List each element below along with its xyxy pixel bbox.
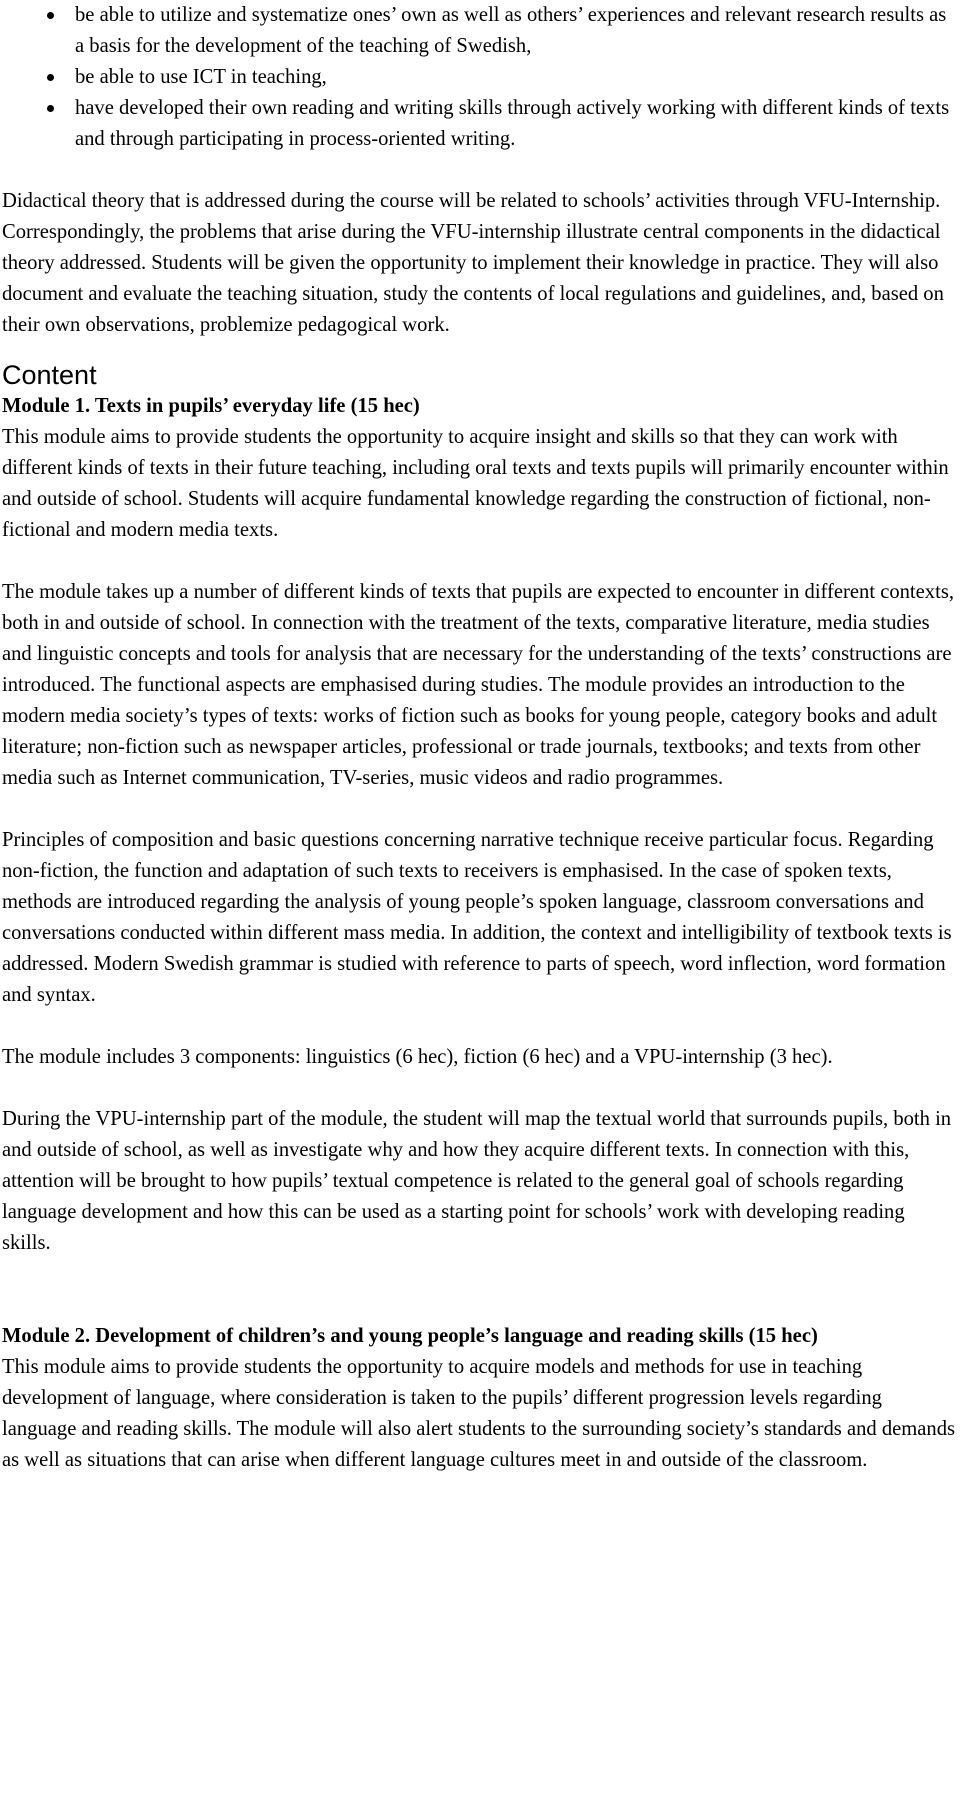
module-1-paragraph: Principles of composition and basic questions concerning narrative technique receive particular focus. Regarding non-fiction, the function and adaptation of such texts to receivers is emphasised. In the case of spoken texts, methods are introduced regarding the analysis of young people’s spoken language, classroom conversations and conversations conducted within different mass media. In addition, the context and intelligibility of textbook texts is addressed. Modern Swedish grammar is studied with reference to parts of speech, word inflection, word formation and syntax. bbox=[2, 829, 952, 1006]
list-item: be able to use ICT in teaching, bbox=[2, 62, 958, 93]
module-2-paragraph: This module aims to provide students the opportunity to acquire models and methods for use in teaching development of language, where consideration is taken to the pupils’ different progression levels regarding language and reading skills. The module will also alert students to the surrounding society’s standards and demands as well as situations that can arise when different language cultures meet in and outside of the classroom. bbox=[2, 1356, 956, 1471]
spacer bbox=[2, 1073, 958, 1104]
spacer bbox=[2, 155, 958, 186]
content-heading: Content bbox=[2, 360, 97, 390]
spacer bbox=[2, 1259, 958, 1290]
learning-outcomes-list bbox=[2, 0, 958, 155]
list-item: have developed their own reading and writing skills through actively working with different kinds of texts and through participating in process-oriented writing. bbox=[2, 93, 958, 155]
module-1-paragraph: This module aims to provide students the opportunity to acquire insight and skills so that they can work with different kinds of texts in their future teaching, including oral texts and texts pupils will primarily encounter within and outside of school. Students will acquire fundamental knowledge regarding the construction of fictional, non-fictional and modern media texts. bbox=[2, 426, 949, 541]
list-item: be able to utilize and systematize ones’ own as well as others’ experiences and relevant research results as a basis for the development of the teaching of Swedish, bbox=[2, 0, 958, 62]
module-1-paragraph: The module includes 3 components: linguistics (6 hec), fiction (6 hec) and a VPU-internship (3 hec). bbox=[2, 1046, 833, 1068]
module-1-title: Module 1. Texts in pupils’ everyday life (15 hec) bbox=[2, 395, 420, 417]
didactical-paragraph: Didactical theory that is addressed during the course will be related to schools’ activities through VFU-Internship. Correspondingly, the problems that arise during the VFU-internship illustrate central components in the didactical theory addressed. Students will be given the opportunity to implement their knowledge in practice. They will also document and evaluate the teaching situation, study the contents of local regulations and guidelines, and, based on their own observations, problemize pedagogical work. bbox=[2, 190, 944, 336]
module-1-section bbox=[2, 391, 958, 1259]
spacer bbox=[2, 1290, 958, 1321]
spacer bbox=[2, 546, 958, 577]
spacer bbox=[2, 794, 958, 825]
module-1-paragraph: The module takes up a number of different kinds of texts that pupils are expected to encounter in different contexts, both in and outside of school. In connection with the treatment of the texts, comparative literature, media studies and linguistic concepts and tools for analysis that are necessary for the understanding of the texts’ constructions are introduced. The functional aspects are emphasised during studies. The module provides an introduction to the modern media society’s types of texts: works of fiction such as books for young people, category books and adult literature; non-fiction such as newspaper articles, professional or trade journals, textbooks; and texts from other media such as Internet communication, TV-series, music videos and radio programmes. bbox=[2, 581, 954, 789]
spacer bbox=[2, 1011, 958, 1042]
module-2-section bbox=[2, 1321, 958, 1476]
module-2-title: Module 2. Development of children’s and young people’s language and reading skills (15 hec) bbox=[2, 1325, 818, 1347]
module-1-paragraph: During the VPU-internship part of the module, the student will map the textual world that surrounds pupils, both in and outside of school, as well as investigate why and how they acquire different texts. In connection with this, attention will be brought to how pupils’ textual competence is related to the general goal of schools regarding language development and how this can be used as a starting point for schools’ work with developing reading skills. bbox=[2, 1108, 952, 1254]
